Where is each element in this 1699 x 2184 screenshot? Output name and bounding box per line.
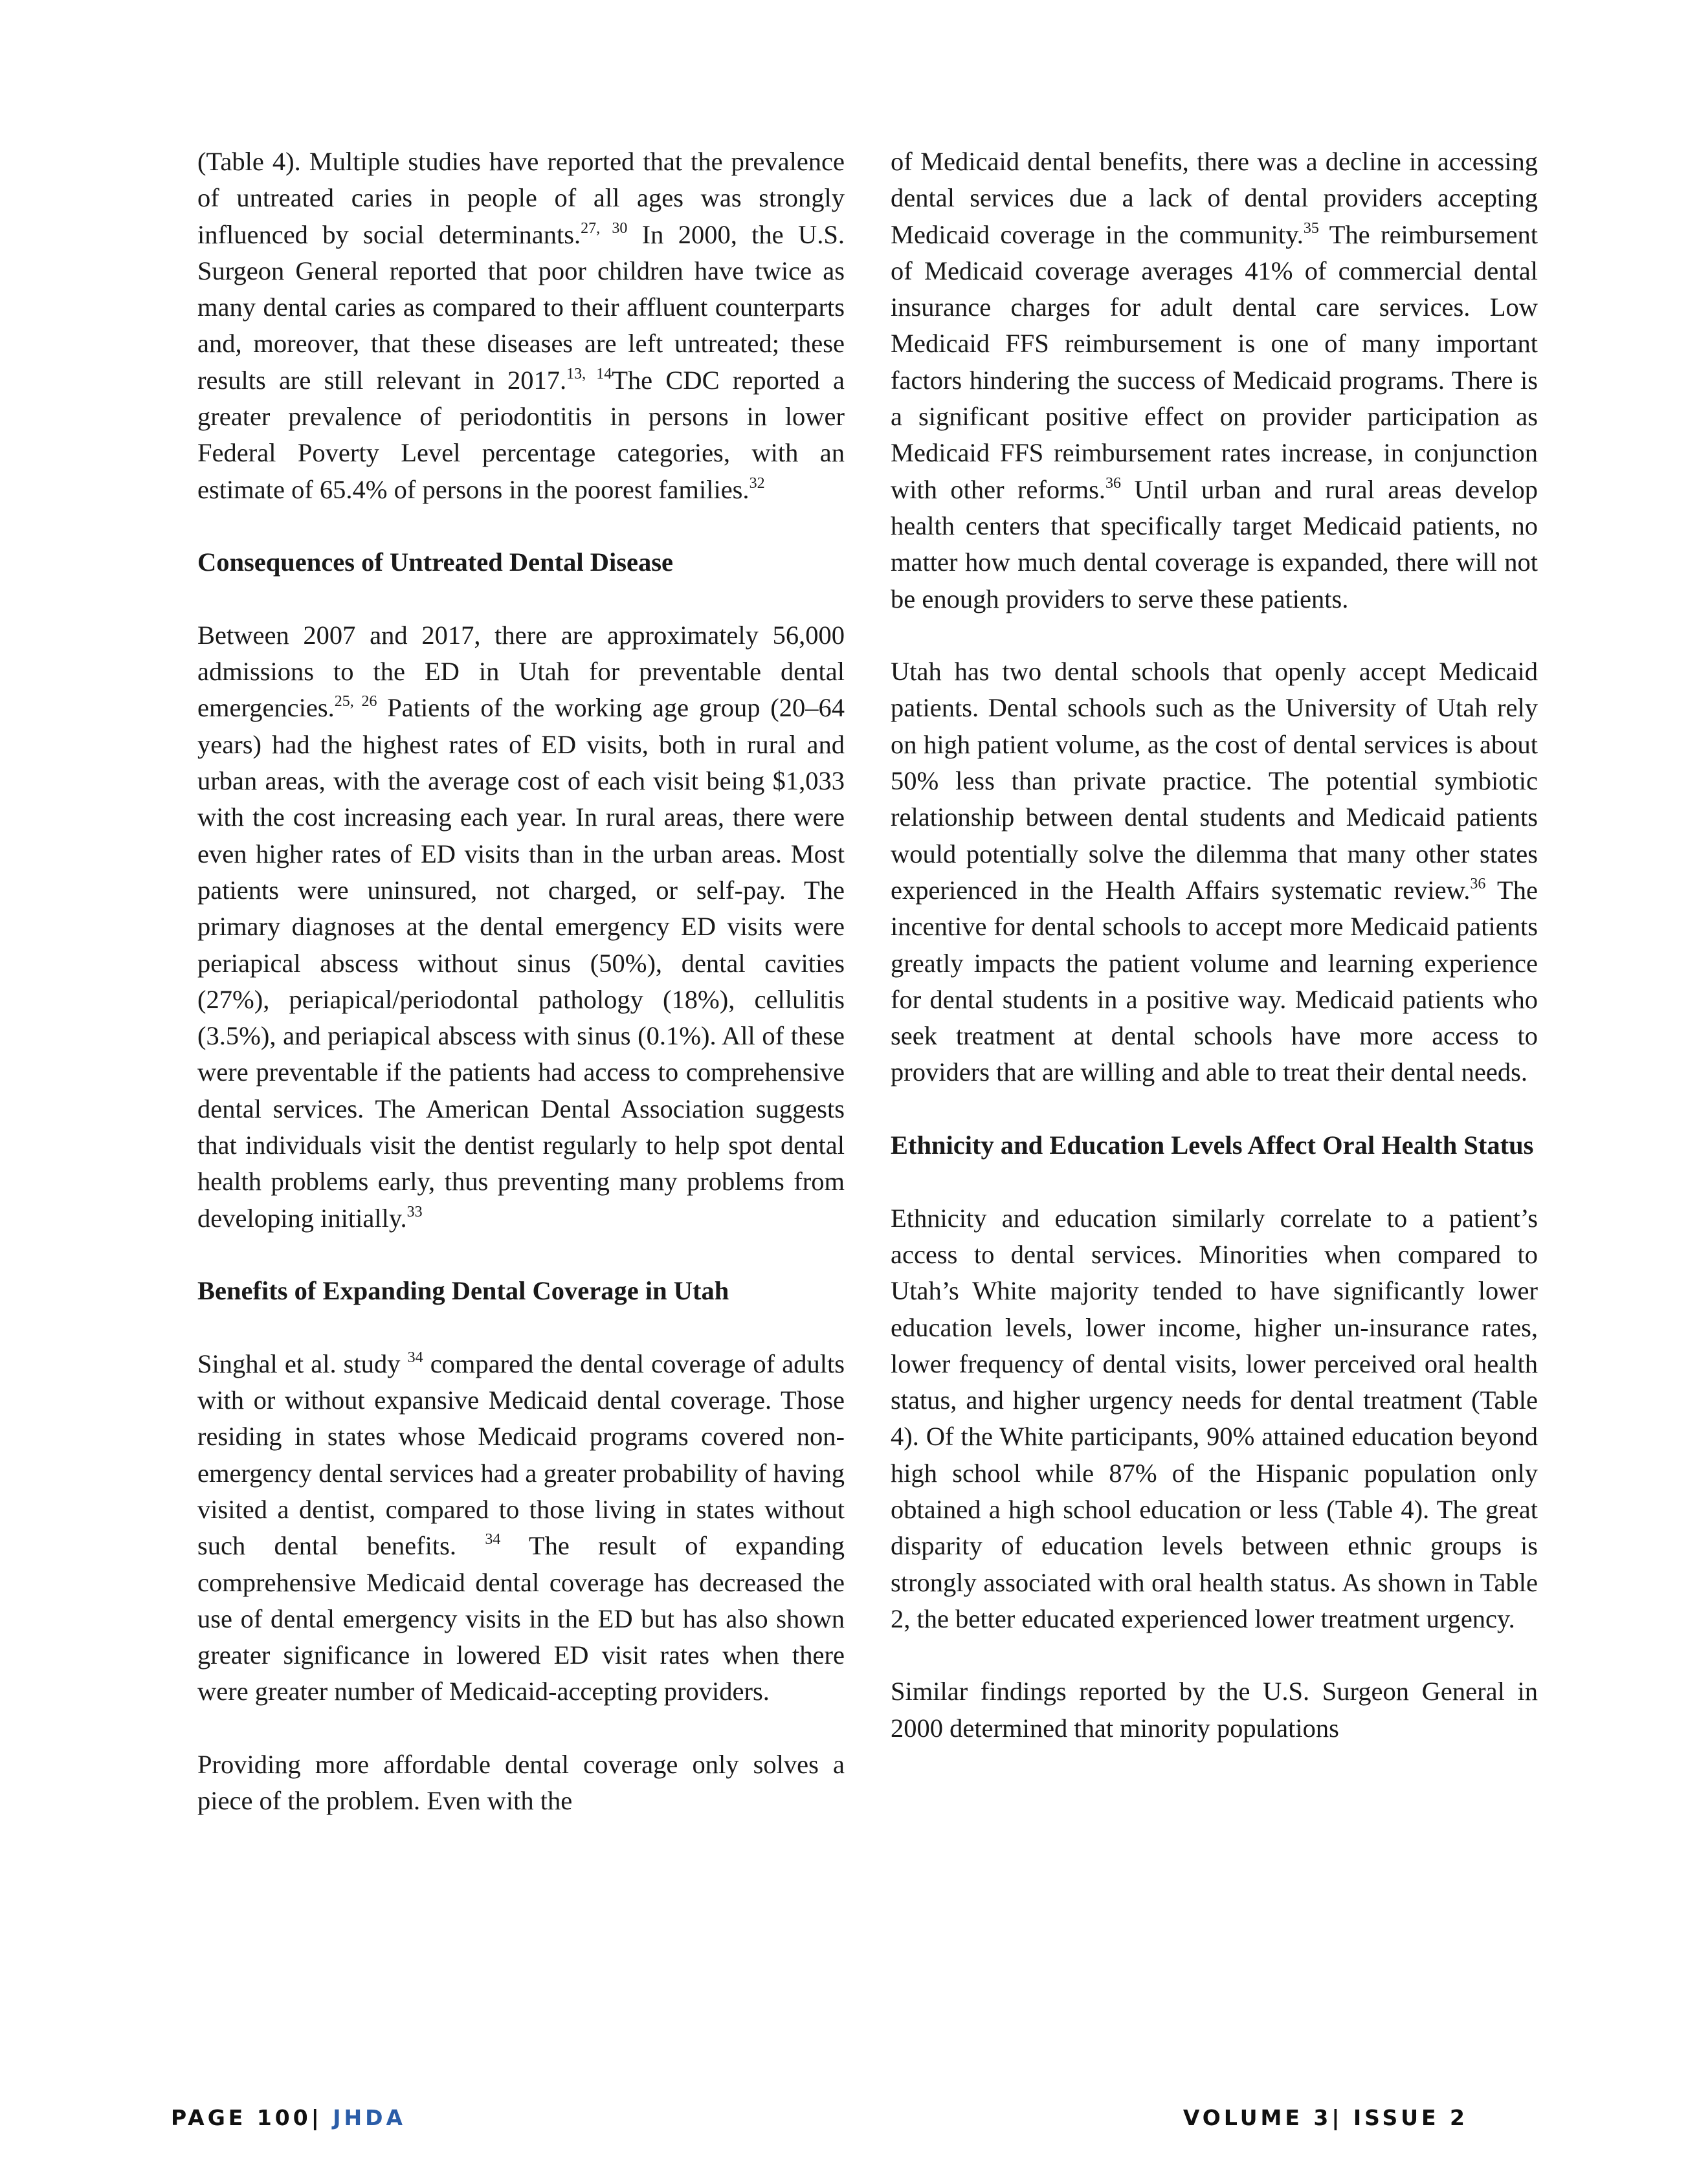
- text: Singhal et al. study: [197, 1349, 408, 1378]
- citation: 34: [407, 1349, 423, 1366]
- text: Between 2007 and 2017, there are approximately 56,000 admissions to the ED in Utah for preventable dental emergencies.: [197, 620, 845, 723]
- paragraph: [891, 654, 1538, 1091]
- paragraph: Similar findings reported by the U.S. Surgeon General in 2000 determined that minority populations: [891, 1677, 1538, 1743]
- citation: 36: [1105, 474, 1122, 492]
- section-heading: Benefits of Expanding Dental Coverage in Utah: [197, 1276, 729, 1306]
- citation: 35: [1303, 219, 1319, 237]
- journal-name: JHDA: [333, 2105, 406, 2130]
- citation: 34: [485, 1531, 501, 1549]
- text: The incentive for dental schools to accept more Medicaid patients greatly impacts the patient volume and learning experience for dental students in a positive way. Medicaid patients who seek treatment at dental schools have more access to providers that are willing and able to treat their dental needs.: [891, 875, 1538, 1087]
- paragraph: [197, 617, 845, 1237]
- text: In 2000, the U.S. Surgeon General reported that poor children have twice as many dental caries as compared to their affluent counterparts and, moreover, that these diseases are left untreated; these results are still relevant in 2017.: [197, 219, 845, 395]
- left-column: [197, 144, 845, 1820]
- citation: 32: [749, 474, 765, 492]
- section-heading: Consequences of Untreated Dental Disease: [197, 547, 673, 577]
- text: Utah has two dental schools that openly accept Medicaid patients. Dental schools such as the University of Utah rely on high patient volume, as the cost of dental services is about 50% less than private practice. The potential symbiotic relationship between dental students and Medicaid patients would potentially solve the dilemma that many other states experienced in the Health Affairs systematic review.: [891, 657, 1538, 905]
- text: (Table 4). Multiple studies have reported that the prevalence of untreated caries in people of all ages was strongly influenced by social determinants.: [197, 147, 845, 249]
- right-column: [891, 144, 1538, 1747]
- section-heading: Ethnicity and Education Levels Affect Oral Health Status: [891, 1131, 1534, 1160]
- paragraph: [197, 144, 845, 508]
- text: Patients of the working age group (20–64 years) had the highest rates of ED visits, both in rural and urban areas, with the average cost of each visit being $1,033 with the cost increasing each year. In rural areas, there were even higher rates of ED visits than in the urban areas. Most patients were uninsured, not charged, or self-pay. The primary diagnoses at the dental emergency ED visits were periapical abscess without sinus (50%), dental cavities (27%), periapical/periodontal pathology (18%), cellulitis (3.5%), and periapical abscess with sinus (0.1%). All of these were preventable if the patients had access to comprehensive dental services. The American Dental Association suggests that individuals visit the dentist regularly to help spot dental health problems early, thus preventing many problems from developing initially.: [197, 693, 845, 1233]
- citation: 13, 14: [566, 365, 612, 382]
- text: The CDC reported a greater prevalence of periodontitis in persons in lower Federal Poverty Level percentage categories, with an estimate of 65.4% of persons in the poorest families.: [197, 365, 845, 504]
- text: of Medicaid dental benefits, there was a decline in accessing dental services due a lack of dental providers accepting Medicaid coverage in the community.: [891, 147, 1538, 249]
- text: compared the dental coverage of adults with or without expansive Medicaid dental coverage. Those residing in states whose Medicaid programs covered non-emergency dental services had a greater probability of having visited a dentist, compared to those living in states without such dental benefits.: [197, 1349, 845, 1561]
- citation: 27, 30: [581, 219, 628, 237]
- citation: 33: [406, 1203, 423, 1220]
- paragraph: [891, 144, 1538, 617]
- text: The result of expanding comprehensive Medicaid dental coverage has decreased the use of dental emergency visits in the ED but has also shown greater significance in lowered ED visit rates when there were greater number of Medicaid-accepting providers.: [197, 1531, 845, 1706]
- footer-volume: VOLUME 3| ISSUE 2: [1183, 2105, 1468, 2130]
- citation: 25, 26: [334, 693, 377, 711]
- paragraph: Providing more affordable dental coverage only solves a piece of the problem. Even with the: [197, 1750, 845, 1816]
- citation: 36: [1470, 875, 1486, 892]
- page-label: PAGE 100|: [171, 2105, 322, 2130]
- paragraph: [197, 1346, 845, 1710]
- footer-page-number: [171, 2105, 406, 2130]
- paragraph: Ethnicity and education similarly correlate to a patient’s access to dental services. Minorities when compared to Utah’s White majority tended to have significantly lower education levels, lower income, higher un-insurance rates, lower frequency of dental visits, lower perceived oral health status, and higher urgency needs for dental treatment (Table 4). Of the White participants, 90% attained education beyond high school while 87% of the Hispanic population only obtained a high school education or less (Table 4). The great disparity of education levels between ethnic groups is strongly associated with oral health status. As shown in Table 2, the better educated experienced lower treatment urgency.: [891, 1203, 1538, 1633]
- text: Until urban and rural areas develop health centers that specifically target Medicaid patients, no matter how much dental coverage is expanded, there will not be enough providers to serve these patients.: [891, 474, 1538, 613]
- text: The reimbursement of Medicaid coverage averages 41% of commercial dental insurance charges for adult dental care services. Low Medicaid FFS reimbursement is one of many important factors hindering the success of Medicaid programs. There is a significant positive effect on provider participation as Medicaid FFS reimbursement rates increase, in conjunction with other reforms.: [891, 219, 1538, 504]
